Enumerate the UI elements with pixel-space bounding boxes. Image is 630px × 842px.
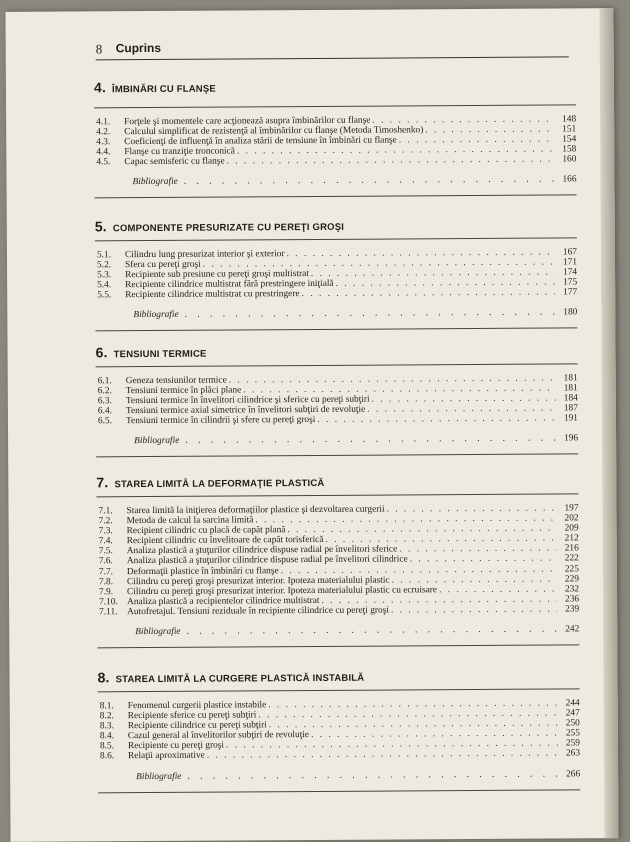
toc-entry[interactable]: 6.4. Tensiuni termice axial simetrice în învelitori subţiri de revoluţie . . . 187	[96, 404, 578, 417]
toc-entry[interactable]: 5.2. Sfera cu pereţi groşi . . . 171	[95, 257, 577, 270]
toc-entry[interactable]: 4.5. Capac semisferic cu flanşe . . . 160	[94, 155, 576, 168]
bibliography-entry[interactable]: Bibliografie . . . 242	[97, 624, 579, 639]
section-6	[96, 341, 579, 457]
section-heading: COMPONENTE PRESURIZATE CU PEREŢI GROŞI	[112, 221, 345, 235]
toc-entry[interactable]: 7.8. Cilindru cu pereţi groşi presurizat interior. Ipoteza materialului plastic . . . 229	[97, 574, 579, 587]
section-number: 4.	[93, 79, 107, 96]
section-4	[94, 76, 577, 198]
bibliography-entry[interactable]: Bibliografie . . . 166	[94, 175, 576, 190]
toc-entry[interactable]: 7.7. Deformaţii plastice în îmbinări cu flanşe . . . 225	[97, 564, 579, 577]
section-number: 7.	[96, 474, 109, 491]
toc-entry[interactable]: 4.2. Calculul simplificat de rezistenţă al îmbinărilor cu flanşe (Metoda Timoshenko) . . . 151	[94, 124, 576, 137]
toc-entry[interactable]: 8.2. Recipiente sferice cu pereţi subţiri . . . 247	[98, 708, 580, 721]
toc-entry[interactable]: 7.1. Starea limită la iniţierea deformaţiilor plastice şi dezvoltarea curgerii . . . 197	[96, 503, 578, 516]
toc-entry[interactable]: 5.1. Cilindru lung presurizat interior şi exterior . . . 167	[95, 247, 577, 260]
toc-entry[interactable]: 6.1. Geneza tensiunilor termice . . . 181	[96, 373, 578, 386]
section-rule	[94, 104, 576, 108]
section-rule	[95, 237, 577, 241]
toc-entry[interactable]: 5.5. Recipiente cilindrice multistrat cu prestringere . . . 177	[95, 288, 577, 301]
section-title	[94, 76, 576, 95]
toc-entry[interactable]: 7.9. Cilindru cu pereţi groşi presurizat interior. Ipoteza materialului plastic cu ecruisare . . . 232	[97, 584, 579, 597]
bibliography-entry[interactable]: Bibliografie . . . 180	[95, 308, 577, 323]
section-title	[95, 215, 577, 234]
toc-entry[interactable]: 7.5. Analiza plastică a ştuţurilor cilindrice dispuse radial pe învelitori sferice . . . 216	[97, 544, 579, 557]
page-number: 8	[95, 41, 103, 57]
section-number: 8.	[97, 669, 110, 686]
section-5	[95, 215, 578, 331]
section-number: 6.	[95, 344, 108, 361]
toc-entry[interactable]: 6.3. Tensiuni termice în învelitori cilindrice şi sferice cu pereţi subţiri . . . 184	[96, 394, 578, 407]
section-end-rule	[96, 454, 578, 458]
toc-entry[interactable]: 5.3. Recipiente sub presiune cu pereţi groşi multistrat . . . 174	[95, 268, 577, 281]
toc-entry[interactable]: 8.3. Recipiente cilindrice cu pereţi subţiri . . . 250	[98, 719, 580, 732]
section-heading: TENSIUNI TERMICE	[113, 348, 207, 361]
section-end-rule	[95, 328, 577, 332]
section-rule	[98, 688, 580, 692]
section-title	[97, 666, 579, 685]
section-end-rule	[98, 789, 580, 793]
toc-entry[interactable]: 4.1. Forţele şi momentele care acţionează asupra îmbinărilor cu flanşe . . . 148	[94, 114, 576, 127]
book-page	[5, 8, 618, 842]
section-rule	[96, 363, 578, 367]
book-spine	[599, 8, 618, 838]
section-heading: ÎMBINĂRI CU FLANŞE	[111, 83, 216, 96]
toc-entry[interactable]: 7.2. Metoda de calcul la sarcina limită . . . 202	[97, 513, 579, 526]
bibliography-entry[interactable]: Bibliografie . . . 266	[98, 769, 580, 784]
section-8	[97, 666, 580, 793]
toc-entry[interactable]: 8.5. Recipiente cu pereţi groşi . . . 259	[98, 739, 580, 752]
section-heading: STAREA LIMITĂ LA CURGERE PLASTICĂ INSTABILĂ	[115, 672, 365, 686]
toc-entry[interactable]: 7.4. Recipient cilindric cu învelitoare de capăt torisferică . . . 212	[97, 534, 579, 547]
toc-entry[interactable]: 7.3. Recipient cilindric cu placă de capăt plană . . . 209	[97, 524, 579, 537]
toc-entry[interactable]: 4.4. Flanşe cu tranziţie tronconică . . . 158	[94, 145, 576, 158]
toc-entry[interactable]: 6.2. Tensiuni termice în plăci plane . . . 181	[96, 383, 578, 396]
toc-entry[interactable]: 8.1. Fenomenul curgerii plastice instabile . . . 244	[98, 698, 580, 711]
section-heading: STAREA LIMITĂ LA DEFORMAŢIE PLASTICĂ	[114, 477, 325, 491]
toc-entry[interactable]: 4.3. Coeficienţi de influenţă în analiza stării de tensiune în îmbinări cu flanşe . . . 154	[94, 135, 576, 148]
toc-entry[interactable]: 8.4. Cazul general al învelitorilor subţiri de revoluţie . . . 255	[98, 729, 580, 742]
toc-entry[interactable]: 5.4. Recipiente cilindrice multistrat fără prestringere iniţială . . . 175	[95, 278, 577, 291]
toc-entry[interactable]: 7.6. Analiza plastică a ştuţurilor cilindrice dispuse radial pe învelitori cilindrice . . . 222	[97, 554, 579, 567]
toc-entry[interactable]: 7.11. Autofretajul. Tensiuni reziduale în recipiente cilindrice cu pereţi groşi . . . 239	[97, 604, 579, 617]
section-end-rule	[97, 644, 579, 648]
section-title	[96, 471, 578, 490]
section-7	[96, 471, 579, 648]
toc-entry[interactable]: 8.6. Relaţii aproximative . . . 263	[98, 749, 580, 762]
section-title	[96, 341, 578, 360]
section-end-rule	[95, 195, 577, 199]
section-number: 5.	[94, 218, 107, 235]
running-title: Cuprins	[115, 40, 162, 56]
bibliography-entry[interactable]: Bibliografie . . . 196	[96, 434, 578, 449]
section-rule	[96, 493, 578, 497]
toc-entry[interactable]: 7.10. Analiza plastică a recipientelor cilindrice multistrat . . . 236	[97, 594, 579, 607]
toc-entry[interactable]: 6.5. Tensiuni termice în cilindrii şi sfere cu pereţi groşi . . . 191	[96, 414, 578, 427]
